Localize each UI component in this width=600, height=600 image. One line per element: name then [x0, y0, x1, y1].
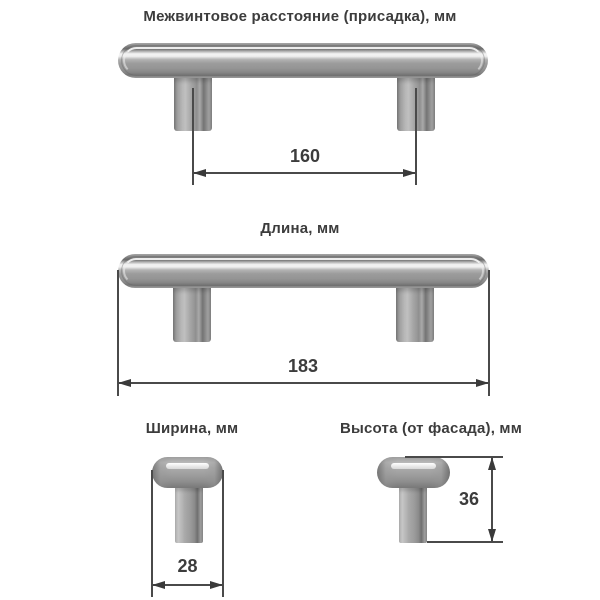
handle-bar	[118, 43, 488, 78]
screw-spacing-value: 160	[289, 146, 321, 166]
width-value: 28	[177, 556, 198, 576]
extension-line-right	[222, 470, 224, 597]
handle-post	[399, 488, 427, 543]
extension-line-right	[488, 270, 490, 396]
arrowhead-left-icon	[118, 379, 131, 387]
arrowhead-left-icon	[193, 169, 206, 177]
arrowhead-right-icon	[210, 581, 223, 589]
handle-cap	[377, 457, 450, 488]
extension-line-left	[151, 470, 153, 597]
height-value: 36	[458, 489, 480, 509]
arrowhead-right-icon	[476, 379, 489, 387]
length-title: Длина, мм	[260, 220, 340, 237]
handle-cap	[152, 457, 223, 488]
handle-bar	[118, 254, 489, 288]
extension-line-left	[117, 270, 119, 396]
width-title: Ширина, мм	[145, 420, 239, 437]
handle-post	[175, 488, 203, 543]
arrowhead-right-icon	[403, 169, 416, 177]
arrowhead-up-icon	[488, 457, 496, 470]
arrowhead-left-icon	[152, 581, 165, 589]
handle-post-left	[173, 287, 211, 342]
handle-post-right	[396, 287, 434, 342]
arrowhead-down-icon	[488, 529, 496, 542]
dimension-line	[193, 172, 416, 174]
height-title: Высота (от фасада), мм	[339, 420, 523, 437]
dimension-line	[118, 382, 489, 384]
screw-spacing-title: Межвинтовое расстояние (присадка), мм	[143, 8, 457, 25]
length-value: 183	[287, 356, 319, 376]
